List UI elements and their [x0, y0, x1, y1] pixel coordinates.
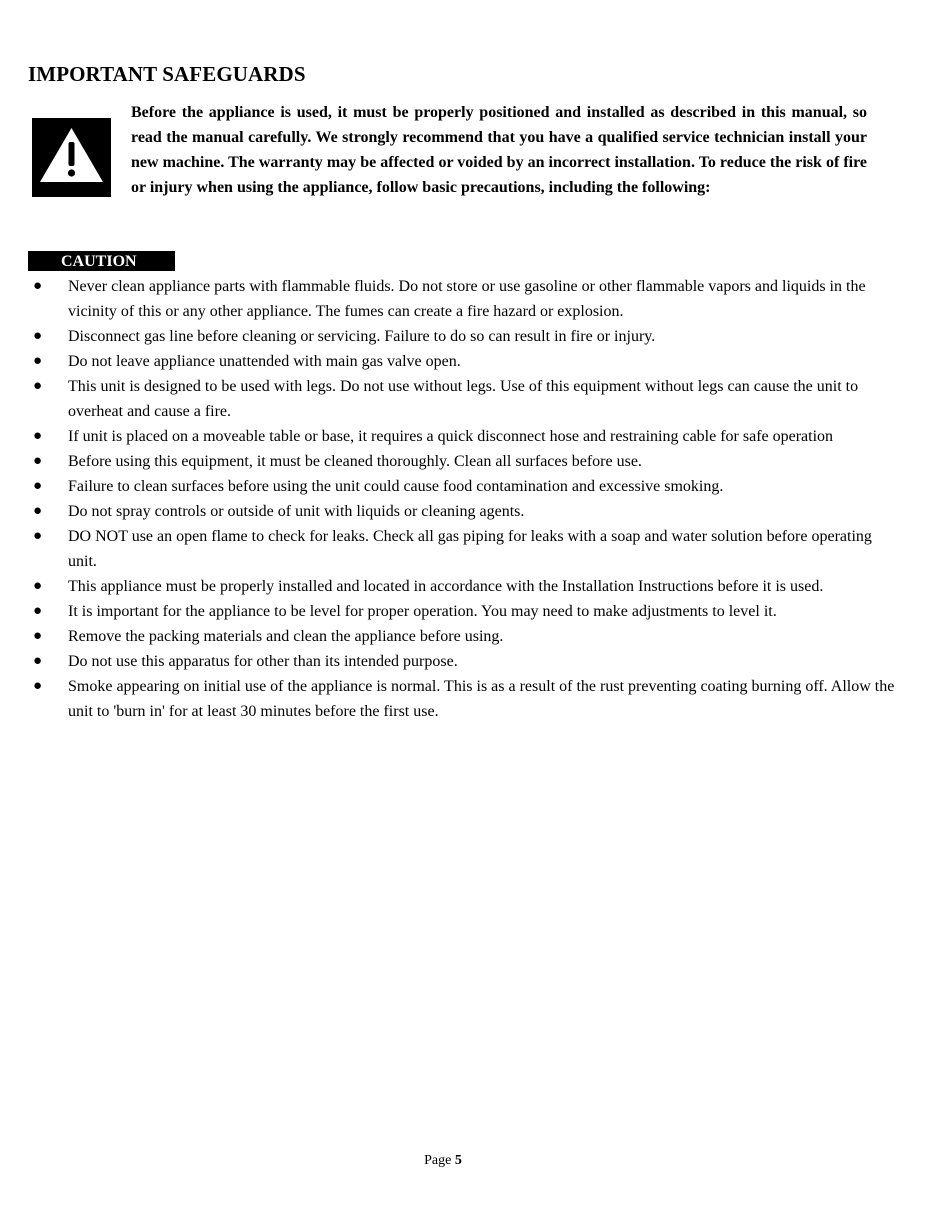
list-item	[0, 649, 900, 674]
bullet-icon: ●	[33, 603, 43, 619]
list-item-text: Smoke appearing on initial use of the appliance is normal. This is as a result of the rust preventing coating burning off. Allow the unit to 'burn in' for at least 30 minutes before the first use.	[68, 678, 895, 720]
list-item	[0, 274, 900, 324]
list-item-text: It is important for the appliance to be level for proper operation. You may need to make adjustments to level it.	[68, 603, 777, 620]
list-item-text: Do not leave appliance unattended with main gas valve open.	[68, 353, 461, 370]
list-item-text: This appliance must be properly installed and located in accordance with the Installation Instructions before it is used.	[68, 578, 824, 595]
list-item	[0, 674, 900, 724]
list-item-text: Before using this equipment, it must be cleaned thoroughly. Clean all surfaces before use.	[68, 453, 642, 470]
bullet-icon: ●	[33, 378, 43, 394]
bullet-icon: ●	[33, 628, 43, 644]
list-item-text: Failure to clean surfaces before using the unit could cause food contamination and excessive smoking.	[68, 478, 724, 495]
bullet-icon: ●	[33, 503, 43, 519]
bullet-icon: ●	[33, 278, 43, 294]
list-item-text: Do not use this apparatus for other than its intended purpose.	[68, 653, 458, 670]
caution-label: CAUTION	[28, 251, 175, 271]
safety-list	[0, 274, 900, 724]
list-item	[0, 524, 900, 574]
list-item	[0, 424, 900, 449]
page-title: IMPORTANT SAFEGUARDS	[28, 62, 306, 86]
bullet-icon: ●	[33, 528, 43, 544]
bullet-icon: ●	[33, 353, 43, 369]
list-item	[0, 474, 900, 499]
list-item	[0, 499, 900, 524]
intro-paragraph: Before the appliance is used, it must be properly positioned and installed as described in this manual, so read the manual carefully. We strongly recommend that you have a qualified service technician install your new machine. The warranty may be affected or voided by an incorrect installation. To reduce the risk of fire or injury when using the appliance, follow basic precautions, including the following:	[131, 104, 867, 196]
bullet-icon: ●	[33, 478, 43, 494]
list-item	[0, 349, 900, 374]
bullet-icon: ●	[33, 678, 43, 694]
bullet-icon: ●	[33, 328, 43, 344]
list-item-text: If unit is placed on a moveable table or base, it requires a quick disconnect hose and restraining cable for safe operation	[68, 428, 834, 445]
list-item	[0, 599, 900, 624]
bullet-icon: ●	[33, 653, 43, 669]
bullet-icon: ●	[33, 578, 43, 594]
list-item	[0, 324, 900, 349]
list-item-text: Remove the packing materials and clean the appliance before using.	[68, 628, 504, 645]
list-item	[0, 449, 900, 474]
list-item-text: This unit is designed to be used with legs. Do not use without legs. Use of this equipment without legs can cause the unit to overheat and cause a fire.	[68, 378, 859, 420]
page-footer	[0, 1152, 886, 1170]
bullet-icon: ●	[33, 453, 43, 469]
list-item	[0, 624, 900, 649]
list-item	[0, 574, 900, 599]
bullet-icon: ●	[33, 428, 43, 444]
list-item-text: Do not spray controls or outside of unit with liquids or cleaning agents.	[68, 503, 525, 520]
list-item-text: Disconnect gas line before cleaning or servicing. Failure to do so can result in fire or injury.	[68, 328, 656, 345]
page-number: 5	[454, 1153, 462, 1168]
list-item	[0, 374, 900, 424]
list-item-text: DO NOT use an open flame to check for leaks. Check all gas piping for leaks with a soap and water solution before operating unit.	[68, 528, 872, 570]
warning-triangle-icon	[32, 118, 111, 197]
list-item-text: Never clean appliance parts with flammable fluids. Do not store or use gasoline or other flammable vapors and liquids in the vicinity of this or any other appliance. The fumes can create a fire hazard or explosion.	[68, 278, 866, 320]
page-label: Page	[424, 1153, 452, 1168]
